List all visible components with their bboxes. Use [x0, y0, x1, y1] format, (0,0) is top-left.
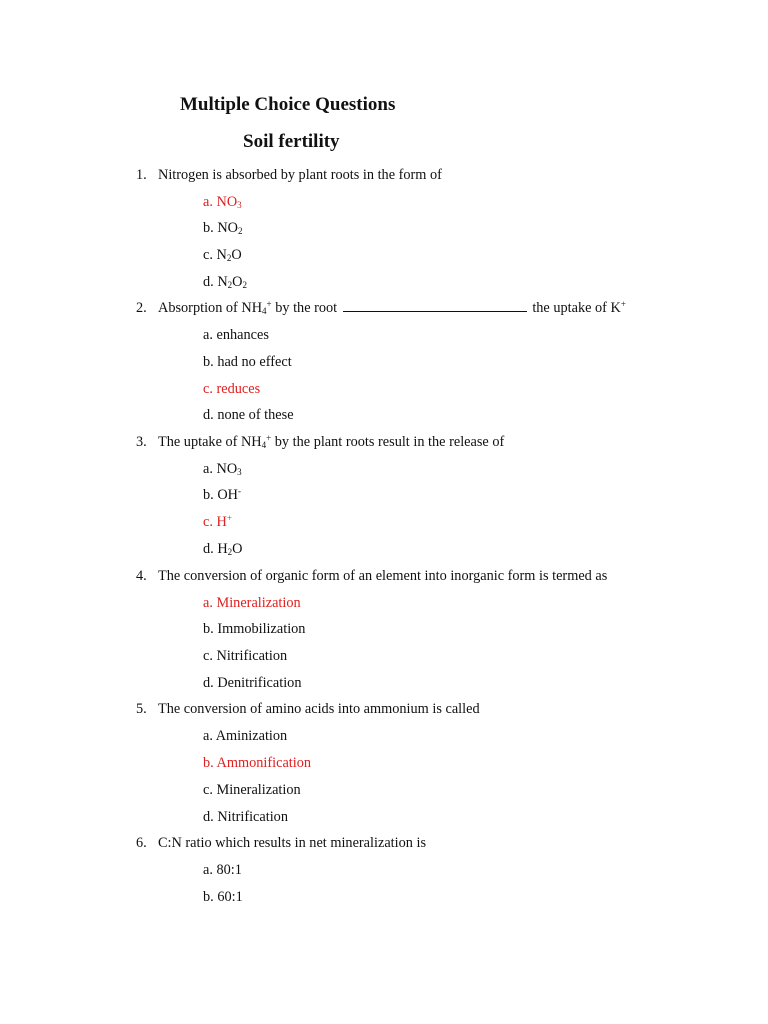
question-number: 6. — [136, 835, 147, 851]
option-text: Mineralization — [216, 782, 301, 798]
option-6b — [203, 888, 243, 906]
option-1b — [203, 219, 242, 237]
option-3c — [203, 513, 232, 531]
option-3d — [203, 540, 242, 558]
option-4c — [203, 647, 287, 665]
option-text: OH — [217, 487, 238, 503]
option-text: H — [216, 514, 227, 530]
option-1d — [203, 273, 247, 291]
document-title: Multiple Choice Questions — [180, 94, 396, 115]
question-4 — [136, 567, 736, 585]
option-subscript: 2 — [227, 547, 233, 557]
option-letter: a. — [203, 728, 213, 744]
option-subscript: 2 — [226, 253, 232, 263]
option-5d — [203, 808, 288, 826]
option-text: NO — [216, 461, 238, 477]
option-5b — [203, 754, 311, 772]
option-letter: b. — [203, 889, 214, 905]
option-subscript: 2 — [237, 226, 243, 236]
option-5c — [203, 781, 301, 799]
option-text: Denitrification — [217, 675, 302, 691]
option-text: N — [216, 247, 227, 263]
option-text: Aminization — [215, 728, 288, 744]
option-2d — [203, 406, 294, 424]
option-superscript: + — [226, 513, 232, 523]
option-letter: a. — [203, 327, 213, 343]
option-letter: d. — [203, 541, 214, 557]
option-6a — [203, 861, 242, 879]
option-text: Mineralization — [216, 595, 301, 611]
option-letter: b. — [203, 621, 214, 637]
option-1a — [203, 193, 242, 211]
option-letter: a. — [203, 595, 213, 611]
option-text: H — [217, 541, 228, 557]
question-5 — [136, 700, 736, 718]
option-letter: d. — [203, 274, 214, 290]
option-text-suffix: O — [231, 247, 242, 263]
option-letter: c. — [203, 247, 213, 263]
option-text: Nitrification — [216, 648, 288, 664]
option-letter: d. — [203, 407, 214, 423]
option-text: enhances — [216, 327, 269, 343]
question-number: 5. — [136, 701, 147, 717]
option-subscript: 2 — [227, 280, 233, 290]
question-text: Nitrogen is absorbed by plant roots in the form of — [158, 167, 442, 183]
option-2b — [203, 353, 292, 371]
option-4d — [203, 674, 301, 692]
option-text: NO — [217, 220, 238, 236]
option-text: 60:1 — [217, 889, 243, 905]
option-text: had no effect — [217, 354, 292, 370]
question-1 — [136, 166, 736, 184]
option-letter: d. — [203, 809, 214, 825]
option-letter: b. — [203, 755, 214, 771]
option-letter: d. — [203, 675, 214, 691]
question-number: 1. — [136, 167, 147, 183]
option-text: Nitrification — [217, 809, 288, 825]
question-text: Absorption of $NH_4^+$ by the root the uptake of K+ — [158, 299, 626, 316]
option-superscript: - — [237, 486, 241, 496]
option-2c — [203, 380, 260, 398]
option-subscript-2: 2 — [242, 280, 247, 290]
option-2a — [203, 326, 269, 344]
option-letter: a. — [203, 194, 213, 210]
option-text: NO — [216, 194, 238, 210]
option-text: Immobilization — [217, 621, 306, 637]
option-text: 80:1 — [216, 862, 242, 878]
option-text: reduces — [216, 381, 261, 397]
option-1c — [203, 246, 242, 264]
question-number: 4. — [136, 568, 147, 584]
option-3a — [203, 460, 242, 478]
question-number: 3. — [136, 434, 147, 450]
option-letter: c. — [203, 648, 213, 664]
question-number: 2. — [136, 300, 147, 316]
question-3 — [136, 433, 736, 451]
option-text-suffix: O — [232, 274, 243, 290]
option-subscript: 3 — [237, 200, 242, 210]
option-text: N — [217, 274, 228, 290]
question-6 — [136, 834, 736, 852]
answer-blank — [343, 299, 527, 312]
question-text: The uptake of $NH_4^+$ by the plant roots result in the release of — [158, 433, 505, 450]
option-text: none of these — [217, 407, 294, 423]
option-4b — [203, 620, 305, 638]
option-letter: c. — [203, 782, 213, 798]
option-letter: c. — [203, 514, 213, 530]
question-text: The conversion of organic form of an element into inorganic form is termed as — [158, 568, 608, 584]
option-letter: a. — [203, 862, 213, 878]
option-4a — [203, 594, 301, 612]
option-5a — [203, 727, 287, 745]
option-text: Ammonification — [216, 755, 312, 771]
option-letter: b. — [203, 220, 214, 236]
option-letter: b. — [203, 487, 214, 503]
option-letter: a. — [203, 461, 213, 477]
question-2 — [136, 299, 736, 317]
question-text: The conversion of amino acids into ammonium is called — [158, 701, 480, 717]
document-subtitle: Soil fertility — [243, 131, 340, 152]
option-text-suffix: O — [232, 541, 243, 557]
option-letter: b. — [203, 354, 214, 370]
option-subscript: 3 — [237, 467, 242, 477]
question-text: C:N ratio which results in net mineralization is — [158, 835, 427, 851]
option-3b — [203, 486, 241, 504]
option-letter: c. — [203, 381, 213, 397]
